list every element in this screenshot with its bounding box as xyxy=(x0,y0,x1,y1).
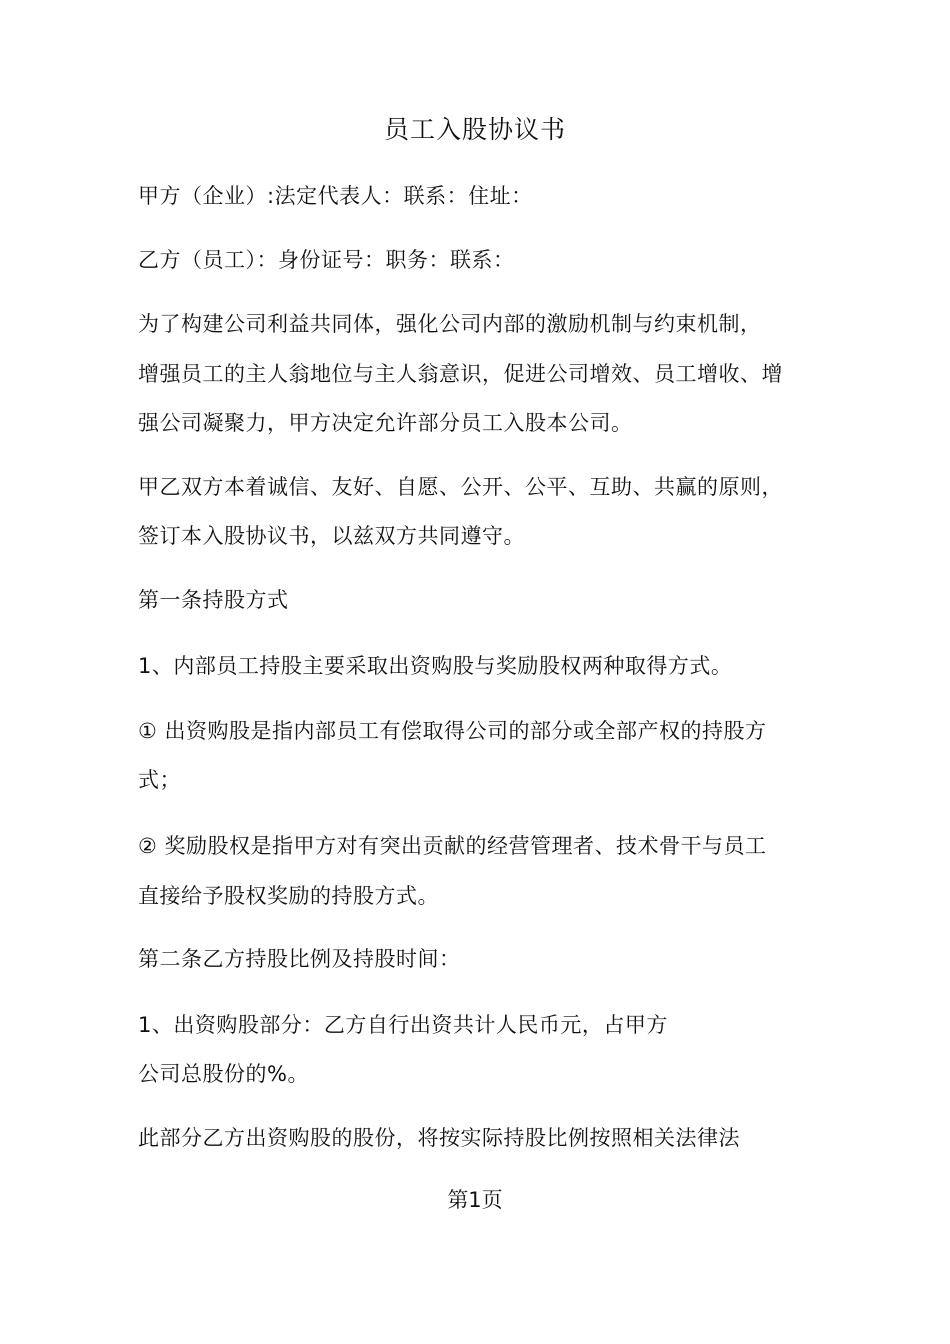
page-number: 第1页 xyxy=(447,1188,503,1212)
paragraph-line: 1、内部员工持股主要采取出资购股与奖励股权两种取得方式。 xyxy=(138,654,733,678)
document-title: 员工入股协议书 xyxy=(383,115,566,144)
paragraph-line: 增强员工的主人翁地位与主人翁意识，促进公司增效、员工增收、增 xyxy=(138,362,783,386)
paragraph-line: 直接给予股权奖励的持股方式。 xyxy=(138,884,439,908)
paragraph-line: 公司总股份的%。 xyxy=(138,1062,309,1086)
paragraph-line: 式； xyxy=(138,768,181,792)
paragraph-line: 签订本入股协议书，以兹双方共同遵守。 xyxy=(138,524,525,548)
party-b-line: 乙方（员工）：身份证号：职务：联系： xyxy=(138,248,515,272)
article-heading: 第二条乙方持股比例及持股时间： xyxy=(138,947,461,971)
party-a-line: 甲方（企业）:法定代表人：联系：住址： xyxy=(138,184,533,208)
paragraph-line: 此部分乙方出资购股的股份，将按实际持股比例按照相关法律法 xyxy=(138,1126,740,1150)
paragraph-line: 1、出资购股部分：乙方自行出资共计人民币元，占甲方 xyxy=(138,1013,668,1037)
article-heading: 第一条持股方式 xyxy=(138,588,289,612)
paragraph-line: ① 出资购股是指内部员工有偿取得公司的部分或全部产权的持股方 xyxy=(138,719,767,743)
paragraph-line: 强公司凝聚力，甲方决定允许部分员工入股本公司。 xyxy=(138,411,633,435)
paragraph-line: ② 奖励股权是指甲方对有突出贡献的经营管理者、技术骨干与员工 xyxy=(138,834,767,858)
paragraph-line: 甲乙双方本着诚信、友好、自愿、公开、公平、互助、共赢的原则， xyxy=(138,475,783,499)
paragraph-line: 为了构建公司利益共同体，强化公司内部的激励机制与约束机制， xyxy=(138,312,762,336)
